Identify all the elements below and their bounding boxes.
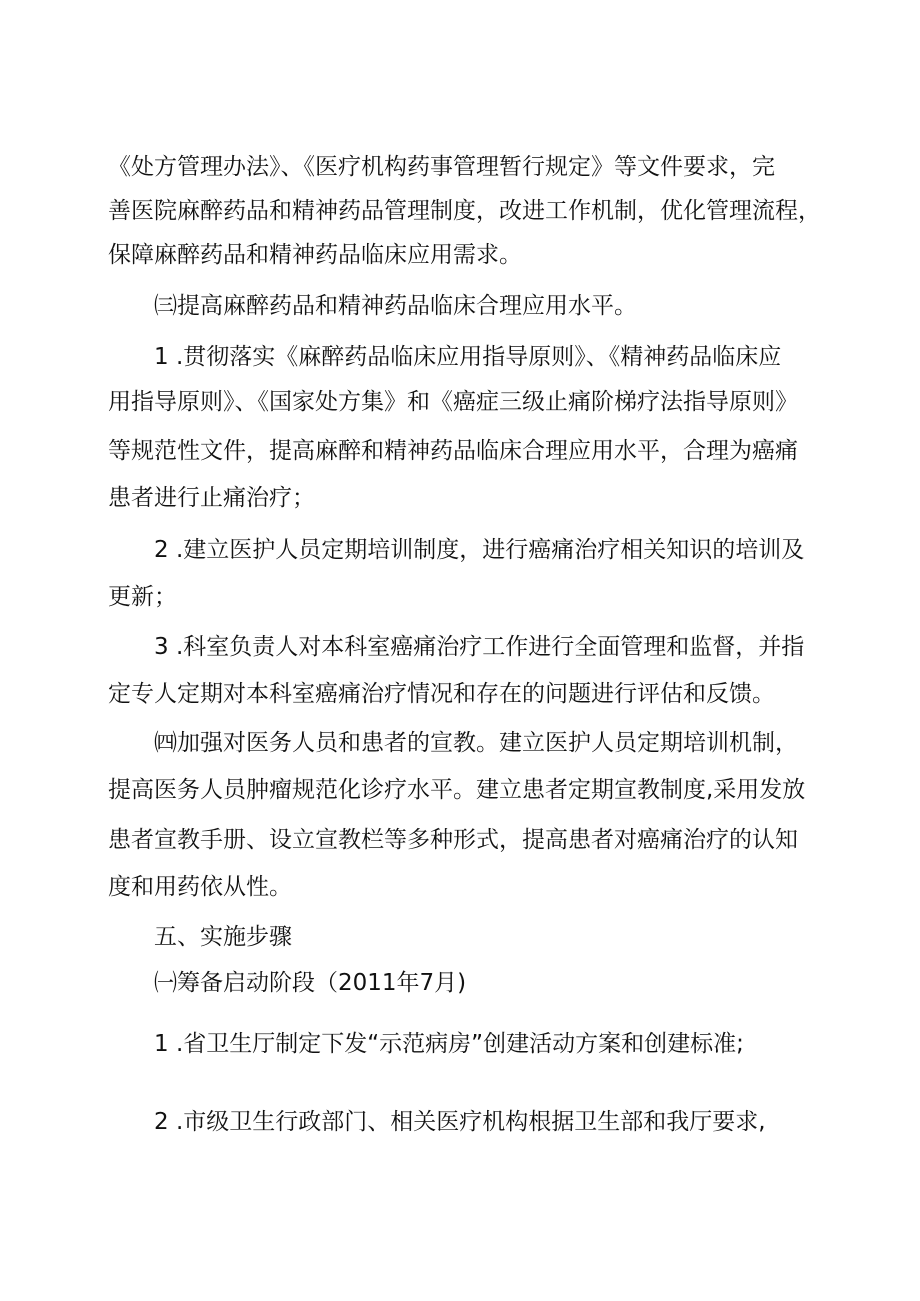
paragraph-line: 提高医务人员肿瘤规范化诊疗水平。建立患者定期宣教制度,采用发放 bbox=[108, 777, 806, 803]
list-item: 3 .科室负责人对本科室癌痛治疗工作进行全面管理和监督，并指 bbox=[154, 634, 805, 660]
section-heading: 五、实施步骤 bbox=[154, 924, 292, 950]
section-heading: ㈠筹备启动阶段（2011年7月) bbox=[154, 970, 467, 996]
list-item: 2 .市级卫生行政部门、相关医疗机构根据卫生部和我厅要求, bbox=[154, 1109, 766, 1135]
list-item: 1 .省卫生厅制定下发“示范病房”创建活动方案和创建标准; bbox=[154, 1031, 744, 1057]
paragraph-line: 更新； bbox=[108, 584, 177, 610]
section-heading: ㈣加强对医务人员和患者的宣教。建立医护人员定期培训机制， bbox=[154, 730, 798, 756]
paragraph-line: 度和用药依从性。 bbox=[108, 874, 292, 900]
paragraph-line: 用指导原则》、《国家处方集》和《癌症三级止痛阶梯疗法指导原则》 bbox=[108, 389, 798, 415]
list-item: 2 .建立医护人员定期培训制度，进行癌痛治疗相关知识的培训及 bbox=[154, 537, 805, 563]
paragraph-line: 《处方管理办法》、《医疗机构药事管理暂行规定》等文件要求，完 bbox=[108, 154, 775, 180]
section-heading: ㈢提高麻醉药品和精神药品临床合理应用水平。 bbox=[154, 293, 637, 319]
list-item: 1 .贯彻落实《麻醉药品临床应用指导原则》、《精神药品临床应 bbox=[154, 344, 782, 370]
paragraph-line: 定专人定期对本科室癌痛治疗情况和存在的问题进行评估和反馈。 bbox=[108, 681, 775, 707]
paragraph-line: 善医院麻醉药品和精神药品管理制度，改进工作机制，优化管理流程， bbox=[108, 198, 821, 224]
paragraph-line: 保障麻醉药品和精神药品临床应用需求。 bbox=[108, 242, 522, 268]
paragraph-line: 等规范性文件，提高麻醉和精神药品临床合理应用水平，合理为癌痛 bbox=[108, 438, 798, 464]
paragraph-line: 患者进行止痛治疗； bbox=[108, 485, 315, 511]
paragraph-line: 患者宣教手册、设立宣教栏等多种形式，提高患者对癌痛治疗的认知 bbox=[108, 827, 798, 853]
